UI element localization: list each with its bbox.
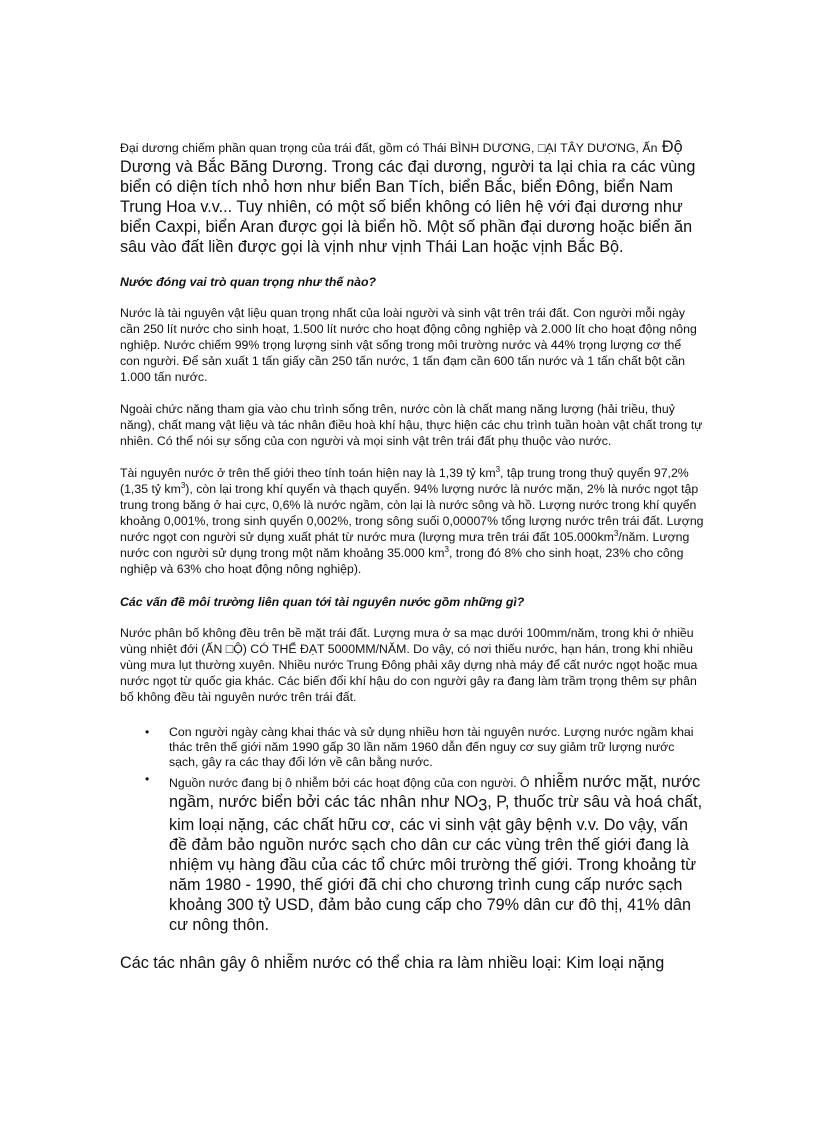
bullet-text-small: Nguồn nước đang bị ô nhiễm bởi các hoạt động của con người. Ô (169, 776, 530, 790)
paragraph-uneven-distribution: Nước phân bố không đều trên bề mặt trái đất. Lượng mưa ở sa mạc dưới 100mm/năm, trong khi ở nhiều vùng nhiệt đới (ẤN □Ộ) CÓ THỂ ĐẠT 5000MM/NĂM. Do vậy, có nơi thiếu nước, hạn hán, trong khi nhiều vùng mưa lụt thường xuyên. Nhiều nước Trung Đông phải xây dựng nhà máy để cất nước ngọt hoặc mua nước ngọt từ quốc gia khác. Các biến đổi khí hậu do con người gây ra đang làm trầm trọng thêm sự phân bố không đều tài nguyên nước trên trái đất. (120, 626, 698, 704)
document-body (120, 137, 704, 973)
list-item (145, 772, 704, 935)
superscript: 3 (444, 544, 449, 554)
superscript: 3 (180, 480, 186, 490)
resources-text-e: , trong đó 8% cho sinh hoạt, 23% cho công nghiệp và 63% cho hoạt động nông nghiệp). (120, 546, 684, 576)
intro-text-large: Độ Dương và Bắc Băng Dương. Trong các đại dương, người ta lại chia ra các vùng biển có diện tích nhỏ hơn như biển Ban Tích, biển Bắc, biển Đông, biển Nam Trung Hoa v.v... Tuy nhiên, có một số biển không có liên hệ với đại dương như biển Caxpi, biển Aran được gọi là biển hồ. Một số phần đại dương hoặc biển ăn sâu vào đất liền được gọi là vịnh như vịnh Thái Lan hoặc vịnh Bắc Bộ. (120, 138, 696, 256)
resources-text-b: , tập trung trong thuỷ quyển 97,2% (1,35 tỷ km (120, 466, 689, 496)
resources-text-d: /năm. Lượng nước con người sử dụng trong một năm khoảng 35.000 km (120, 530, 690, 560)
superscript: 3 (495, 464, 501, 474)
subscript: 3 (478, 796, 488, 815)
bullet-text-large: nhiễm nước mặt, nước ngầm, nước biển bởi các tác nhân như NO (169, 773, 701, 811)
paragraph-water-needs: Nước là tài nguyên vật liệu quan trọng nhất của loài người và sinh vật trên trái đất. Con người mỗi ngày cần 250 lít nước cho sinh hoạt, 1.500 lít nước cho hoạt động công nghiệp và 2.000 lít cho hoạt động nông nghiệp. Nước chiếm 99% trọng lượng sinh vật sống trong môi trường nước và 44% trọng lượng cơ thể con người. Để sản xuất 1 tấn giấy cần 250 tấn nước, 1 tấn đạm cần 600 tấn nước và 1 tấn chất bột cần 1.000 tấn nước. (120, 306, 697, 384)
intro-paragraph (120, 137, 704, 257)
list-item (145, 725, 704, 770)
bullet-text: Con người ngày càng khai thác và sử dụng nhiều hơn tài nguyên nước. Lượng nước ngầm khai thác trên thế giới năm 1990 gấp 30 lần năm 1960 dẫn đến nguy cơ suy giảm trữ lượng nước sạch, gây ra các thay đổi lớn về cân bằng nước. (169, 725, 694, 769)
paragraph-water-functions: Ngoài chức năng tham gia vào chu trình sống trên, nước còn là chất mang năng lượng (hải triều, thuỷ năng), chất mang vật liệu và tác nhân điều hoà khí hậu, thực hiện các chu trình tuần hoàn vật chất trong tự nhiên. Có thể nói sự sống của con người và mọi sinh vật trên trái đất phụ thuộc vào nước. (120, 402, 703, 448)
heading-water-role: Nước đóng vai trò quan trọng như thế nào? (120, 275, 377, 289)
resources-text-a: Tài nguyên nước ở trên thế giới theo tính toán hiện nay là 1,39 tỷ km (120, 466, 496, 480)
resources-text-c: ), còn lại trong khí quyển và thạch quyển. 94% lượng nước là nước mặn, 2% là nước ngọt tập trung trong băng ở hai cực, 0,6% là nước ngầm, còn lại là nước sông và hồ. Lượng nước trong khí quyển khoảng 0,001%, trong sinh quyển 0,002%, trong sông suối 0,00007% tổng lượng nước trên trái đất. Lượng nước ngọt con người sử dụng xuất phát từ nước mưa (lượng mưa trên trái đất 105.000km (120, 482, 704, 544)
bullet-text-large: , P, thuốc trừ sâu và hoá chất, kim loại nặng, các chất hữu cơ, các vi sinh vật gây bệnh v.v. Do vậy, vấn đề đảm bảo nguồn nước sạch cho dân cư các vùng trên thế giới đang là nhiệm vụ hàng đầu của các tổ chức môi trường thế giới. Trong khoảng từ năm 1980 - 1990, thế giới đã chi cho chương trình cung cấp nước sạch khoảng 300 tỷ USD, đảm bảo cung cấp cho 79% dân cư đô thị, 41% dân cư nông thôn. (169, 793, 703, 935)
intro-text-small: Đại dương chiếm phần quan trọng của trái đất, gồm có Thái BÌNH DƯƠNG, □ẠI TÂY DƯƠNG, Ấn (120, 141, 658, 155)
paragraph-water-resources (120, 465, 704, 577)
issues-list (120, 725, 704, 935)
pollutants-line: Các tác nhân gây ô nhiễm nước có thể chia ra làm nhiều loại: Kim loại nặng (120, 954, 665, 973)
bullet-icon: • (145, 725, 150, 739)
heading-environment-issues: Các vấn đề môi trường liên quan tới tài nguyên nước gồm những gì? (120, 595, 525, 609)
bullet-icon: • (145, 772, 150, 786)
superscript: 3 (613, 528, 619, 538)
